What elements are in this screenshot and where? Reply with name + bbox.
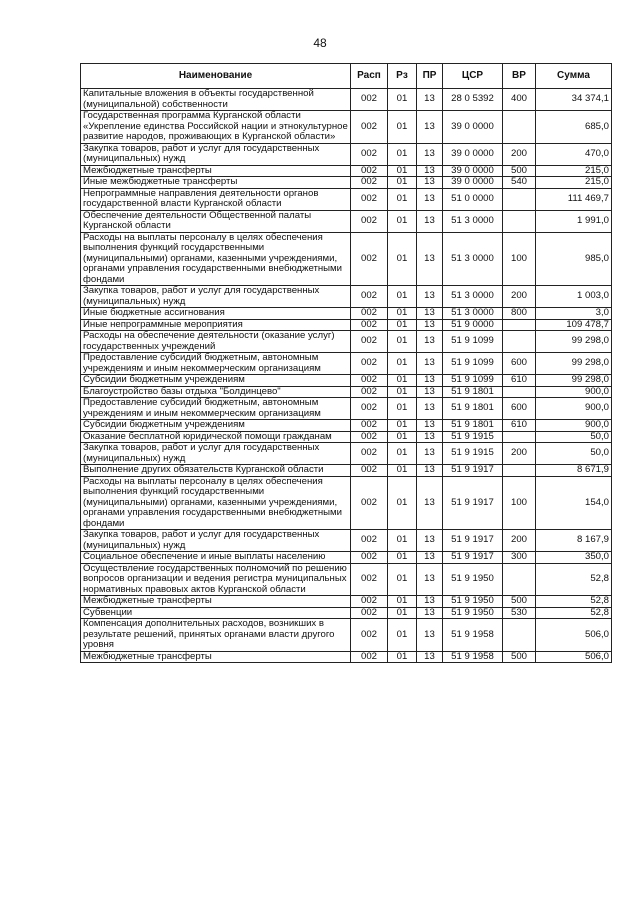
table-row bbox=[81, 188, 612, 210]
cell-pr: 13 bbox=[417, 607, 443, 619]
cell-rasp: 002 bbox=[351, 232, 388, 286]
cell-vr bbox=[503, 465, 536, 477]
cell-csr: 51 9 1917 bbox=[443, 552, 503, 564]
cell-csr: 51 9 1099 bbox=[443, 331, 503, 353]
cell-vr bbox=[503, 319, 536, 331]
cell-vr: 600 bbox=[503, 353, 536, 375]
cell-csr: 51 9 1950 bbox=[443, 563, 503, 596]
cell-sum: 3,0 bbox=[536, 308, 612, 320]
cell-vr bbox=[503, 111, 536, 144]
cell-name: Расходы на выплаты персоналу в целях обеспечения выполнения функций государственными (муниципальными) органами, казенными учреждениями, органами управления государственными внебюджетными фондами bbox=[81, 232, 351, 286]
cell-pr: 13 bbox=[417, 476, 443, 530]
cell-name: Межбюджетные трансферты bbox=[81, 165, 351, 177]
cell-rz: 01 bbox=[388, 563, 417, 596]
cell-csr: 51 9 1958 bbox=[443, 619, 503, 652]
cell-pr: 13 bbox=[417, 431, 443, 443]
cell-vr: 400 bbox=[503, 89, 536, 111]
cell-name: Социальное обеспечение и иные выплаты населению bbox=[81, 552, 351, 564]
cell-name: Компенсация дополнительных расходов, возникших в результате решений, принятых органами власти другого уровня bbox=[81, 619, 351, 652]
cell-name: Обеспечение деятельности Общественной палаты Курганской области bbox=[81, 210, 351, 232]
cell-name: Осуществление государственных полномочий по решению вопросов организации и ведения регистра муниципальных нормативных правовых актов Курганской области bbox=[81, 563, 351, 596]
cell-rz: 01 bbox=[388, 420, 417, 432]
cell-name: Выполнение других обязательств Курганской области bbox=[81, 465, 351, 477]
cell-rz: 01 bbox=[388, 465, 417, 477]
cell-csr: 51 9 1915 bbox=[443, 443, 503, 465]
table-row bbox=[81, 398, 612, 420]
table-row bbox=[81, 308, 612, 320]
cell-vr: 200 bbox=[503, 286, 536, 308]
cell-pr: 13 bbox=[417, 210, 443, 232]
cell-name: Субвенции bbox=[81, 607, 351, 619]
cell-sum: 52,8 bbox=[536, 607, 612, 619]
cell-vr: 530 bbox=[503, 607, 536, 619]
cell-rz: 01 bbox=[388, 386, 417, 398]
table-body bbox=[81, 89, 612, 663]
cell-rz: 01 bbox=[388, 476, 417, 530]
cell-vr: 610 bbox=[503, 375, 536, 387]
cell-csr: 51 3 0000 bbox=[443, 210, 503, 232]
cell-name: Межбюджетные трансферты bbox=[81, 596, 351, 608]
cell-csr: 51 3 0000 bbox=[443, 232, 503, 286]
cell-pr: 13 bbox=[417, 596, 443, 608]
cell-rasp: 002 bbox=[351, 308, 388, 320]
header-rz: Рз bbox=[388, 64, 417, 89]
cell-pr: 13 bbox=[417, 111, 443, 144]
cell-sum: 1 991,0 bbox=[536, 210, 612, 232]
cell-name: Закупка товаров, работ и услуг для государственных (муниципальных) нужд bbox=[81, 443, 351, 465]
cell-pr: 13 bbox=[417, 165, 443, 177]
table-row bbox=[81, 319, 612, 331]
cell-csr: 51 9 1801 bbox=[443, 398, 503, 420]
table-row bbox=[81, 232, 612, 286]
cell-pr: 13 bbox=[417, 286, 443, 308]
cell-pr: 13 bbox=[417, 331, 443, 353]
table-row bbox=[81, 89, 612, 111]
cell-rasp: 002 bbox=[351, 210, 388, 232]
cell-rz: 01 bbox=[388, 308, 417, 320]
cell-rz: 01 bbox=[388, 552, 417, 564]
cell-rz: 01 bbox=[388, 651, 417, 663]
table-row bbox=[81, 286, 612, 308]
cell-name: Оказание бесплатной юридической помощи гражданам bbox=[81, 431, 351, 443]
cell-rasp: 002 bbox=[351, 607, 388, 619]
cell-name: Расходы на обеспечение деятельности (оказание услуг) государственных учреждений bbox=[81, 331, 351, 353]
cell-rz: 01 bbox=[388, 232, 417, 286]
cell-sum: 99 298,0 bbox=[536, 353, 612, 375]
cell-rz: 01 bbox=[388, 431, 417, 443]
cell-sum: 900,0 bbox=[536, 386, 612, 398]
cell-sum: 985,0 bbox=[536, 232, 612, 286]
cell-rz: 01 bbox=[388, 596, 417, 608]
cell-csr: 51 3 0000 bbox=[443, 308, 503, 320]
cell-pr: 13 bbox=[417, 89, 443, 111]
cell-rz: 01 bbox=[388, 319, 417, 331]
cell-csr: 51 9 0000 bbox=[443, 319, 503, 331]
table-row bbox=[81, 375, 612, 387]
table-row bbox=[81, 476, 612, 530]
cell-csr: 51 9 1801 bbox=[443, 420, 503, 432]
cell-rasp: 002 bbox=[351, 530, 388, 552]
cell-name: Иные межбюджетные трансферты bbox=[81, 177, 351, 189]
table-row bbox=[81, 596, 612, 608]
cell-sum: 111 469,7 bbox=[536, 188, 612, 210]
cell-pr: 13 bbox=[417, 398, 443, 420]
cell-pr: 13 bbox=[417, 386, 443, 398]
table-row bbox=[81, 443, 612, 465]
table-row bbox=[81, 111, 612, 144]
cell-pr: 13 bbox=[417, 563, 443, 596]
cell-vr: 610 bbox=[503, 420, 536, 432]
cell-name: Непрограммные направления деятельности органов государственной власти Курганской области bbox=[81, 188, 351, 210]
table-row bbox=[81, 465, 612, 477]
cell-rasp: 002 bbox=[351, 331, 388, 353]
cell-csr: 51 9 1950 bbox=[443, 607, 503, 619]
cell-sum: 154,0 bbox=[536, 476, 612, 530]
cell-csr: 51 3 0000 bbox=[443, 286, 503, 308]
cell-rz: 01 bbox=[388, 111, 417, 144]
cell-pr: 13 bbox=[417, 308, 443, 320]
cell-sum: 99 298,0 bbox=[536, 331, 612, 353]
cell-rasp: 002 bbox=[351, 443, 388, 465]
cell-vr bbox=[503, 619, 536, 652]
cell-rz: 01 bbox=[388, 177, 417, 189]
cell-csr: 51 9 1099 bbox=[443, 375, 503, 387]
cell-pr: 13 bbox=[417, 177, 443, 189]
cell-rasp: 002 bbox=[351, 596, 388, 608]
cell-rz: 01 bbox=[388, 188, 417, 210]
cell-vr: 100 bbox=[503, 232, 536, 286]
cell-pr: 13 bbox=[417, 651, 443, 663]
cell-sum: 685,0 bbox=[536, 111, 612, 144]
cell-vr bbox=[503, 563, 536, 596]
cell-rz: 01 bbox=[388, 286, 417, 308]
cell-vr: 200 bbox=[503, 530, 536, 552]
cell-sum: 1 003,0 bbox=[536, 286, 612, 308]
cell-vr: 300 bbox=[503, 552, 536, 564]
table-header-row bbox=[81, 64, 612, 89]
cell-csr: 51 9 1917 bbox=[443, 530, 503, 552]
cell-rasp: 002 bbox=[351, 286, 388, 308]
cell-rz: 01 bbox=[388, 165, 417, 177]
header-sum: Сумма bbox=[536, 64, 612, 89]
cell-rasp: 002 bbox=[351, 375, 388, 387]
cell-sum: 215,0 bbox=[536, 165, 612, 177]
header-rasp: Расп bbox=[351, 64, 388, 89]
cell-vr: 800 bbox=[503, 308, 536, 320]
cell-name: Закупка товаров, работ и услуг для государственных (муниципальных) нужд bbox=[81, 286, 351, 308]
cell-name: Государственная программа Курганской области «Укрепление единства Российской нации и этнокультурное развитие народов, проживающих в Курганской области» bbox=[81, 111, 351, 144]
table-row bbox=[81, 353, 612, 375]
table-row bbox=[81, 143, 612, 165]
cell-csr: 51 9 1950 bbox=[443, 596, 503, 608]
cell-csr: 51 9 1917 bbox=[443, 476, 503, 530]
cell-pr: 13 bbox=[417, 143, 443, 165]
cell-name: Иные бюджетные ассигнования bbox=[81, 308, 351, 320]
table-row bbox=[81, 563, 612, 596]
cell-csr: 51 9 1917 bbox=[443, 465, 503, 477]
cell-csr: 51 9 1099 bbox=[443, 353, 503, 375]
cell-rz: 01 bbox=[388, 353, 417, 375]
table-row bbox=[81, 420, 612, 432]
cell-sum: 350,0 bbox=[536, 552, 612, 564]
table-row bbox=[81, 165, 612, 177]
cell-pr: 13 bbox=[417, 188, 443, 210]
cell-csr: 51 9 1801 bbox=[443, 386, 503, 398]
cell-sum: 215,0 bbox=[536, 177, 612, 189]
cell-rasp: 002 bbox=[351, 398, 388, 420]
cell-sum: 50,0 bbox=[536, 431, 612, 443]
cell-pr: 13 bbox=[417, 319, 443, 331]
cell-pr: 13 bbox=[417, 353, 443, 375]
header-csr: ЦСР bbox=[443, 64, 503, 89]
cell-rz: 01 bbox=[388, 398, 417, 420]
table-row bbox=[81, 619, 612, 652]
cell-vr: 500 bbox=[503, 651, 536, 663]
cell-rasp: 002 bbox=[351, 476, 388, 530]
cell-sum: 50,0 bbox=[536, 443, 612, 465]
header-name: Наименование bbox=[81, 64, 351, 89]
cell-rasp: 002 bbox=[351, 165, 388, 177]
cell-csr: 39 0 0000 bbox=[443, 165, 503, 177]
cell-rasp: 002 bbox=[351, 111, 388, 144]
cell-pr: 13 bbox=[417, 232, 443, 286]
cell-rasp: 002 bbox=[351, 651, 388, 663]
cell-pr: 13 bbox=[417, 552, 443, 564]
cell-rz: 01 bbox=[388, 143, 417, 165]
cell-name: Предоставление субсидий бюджетным, автономным учреждениям и иным некоммерческим организациям bbox=[81, 353, 351, 375]
cell-vr bbox=[503, 210, 536, 232]
cell-sum: 52,8 bbox=[536, 596, 612, 608]
cell-pr: 13 bbox=[417, 420, 443, 432]
budget-table bbox=[80, 63, 612, 663]
cell-name: Благоустройство базы отдыха "Болдинцево" bbox=[81, 386, 351, 398]
cell-rasp: 002 bbox=[351, 177, 388, 189]
cell-rasp: 002 bbox=[351, 619, 388, 652]
cell-rz: 01 bbox=[388, 530, 417, 552]
cell-rz: 01 bbox=[388, 89, 417, 111]
cell-rasp: 002 bbox=[351, 465, 388, 477]
cell-sum: 8 167,9 bbox=[536, 530, 612, 552]
cell-name: Субсидии бюджетным учреждениям bbox=[81, 375, 351, 387]
cell-vr: 200 bbox=[503, 143, 536, 165]
cell-sum: 506,0 bbox=[536, 651, 612, 663]
cell-vr: 200 bbox=[503, 443, 536, 465]
header-pr: ПР bbox=[417, 64, 443, 89]
cell-vr: 500 bbox=[503, 165, 536, 177]
table-row bbox=[81, 431, 612, 443]
cell-rasp: 002 bbox=[351, 386, 388, 398]
table-row bbox=[81, 530, 612, 552]
cell-csr: 51 9 1958 bbox=[443, 651, 503, 663]
cell-vr: 540 bbox=[503, 177, 536, 189]
cell-name: Закупка товаров, работ и услуг для государственных (муниципальных) нужд bbox=[81, 143, 351, 165]
table-row bbox=[81, 177, 612, 189]
cell-vr bbox=[503, 386, 536, 398]
cell-sum: 470,0 bbox=[536, 143, 612, 165]
cell-sum: 52,8 bbox=[536, 563, 612, 596]
cell-rasp: 002 bbox=[351, 188, 388, 210]
cell-rasp: 002 bbox=[351, 143, 388, 165]
cell-pr: 13 bbox=[417, 375, 443, 387]
cell-csr: 51 0 0000 bbox=[443, 188, 503, 210]
page-number: 48 bbox=[313, 36, 327, 50]
cell-sum: 900,0 bbox=[536, 420, 612, 432]
cell-rz: 01 bbox=[388, 331, 417, 353]
cell-rz: 01 bbox=[388, 443, 417, 465]
cell-name: Иные непрограммные мероприятия bbox=[81, 319, 351, 331]
cell-name: Капитальные вложения в объекты государственной (муниципальной) собственности bbox=[81, 89, 351, 111]
cell-csr: 39 0 0000 bbox=[443, 143, 503, 165]
cell-vr bbox=[503, 431, 536, 443]
cell-vr bbox=[503, 331, 536, 353]
cell-name: Расходы на выплаты персоналу в целях обеспечения выполнения функций государственными (муниципальными) органами, казенными учреждениями, органами управления государственными внебюджетными фондами bbox=[81, 476, 351, 530]
cell-rz: 01 bbox=[388, 375, 417, 387]
table-row bbox=[81, 607, 612, 619]
cell-csr: 39 0 0000 bbox=[443, 111, 503, 144]
cell-sum: 900,0 bbox=[536, 398, 612, 420]
header-vr: ВР bbox=[503, 64, 536, 89]
cell-rz: 01 bbox=[388, 619, 417, 652]
cell-pr: 13 bbox=[417, 530, 443, 552]
cell-sum: 8 671,9 bbox=[536, 465, 612, 477]
cell-vr bbox=[503, 188, 536, 210]
cell-sum: 99 298,0 bbox=[536, 375, 612, 387]
cell-name: Предоставление субсидий бюджетным, автономным учреждениям и иным некоммерческим организациям bbox=[81, 398, 351, 420]
cell-sum: 506,0 bbox=[536, 619, 612, 652]
cell-name: Межбюджетные трансферты bbox=[81, 651, 351, 663]
cell-sum: 34 374,1 bbox=[536, 89, 612, 111]
cell-csr: 28 0 5392 bbox=[443, 89, 503, 111]
cell-name: Закупка товаров, работ и услуг для государственных (муниципальных) нужд bbox=[81, 530, 351, 552]
cell-vr: 500 bbox=[503, 596, 536, 608]
cell-rz: 01 bbox=[388, 210, 417, 232]
cell-name: Субсидии бюджетным учреждениям bbox=[81, 420, 351, 432]
table-row bbox=[81, 210, 612, 232]
cell-rasp: 002 bbox=[351, 319, 388, 331]
cell-rasp: 002 bbox=[351, 353, 388, 375]
cell-csr: 51 9 1915 bbox=[443, 431, 503, 443]
table-row bbox=[81, 386, 612, 398]
cell-csr: 39 0 0000 bbox=[443, 177, 503, 189]
cell-rz: 01 bbox=[388, 607, 417, 619]
cell-pr: 13 bbox=[417, 443, 443, 465]
cell-rasp: 002 bbox=[351, 89, 388, 111]
cell-rasp: 002 bbox=[351, 563, 388, 596]
cell-sum: 109 478,7 bbox=[536, 319, 612, 331]
cell-pr: 13 bbox=[417, 465, 443, 477]
table-row bbox=[81, 552, 612, 564]
cell-pr: 13 bbox=[417, 619, 443, 652]
cell-vr: 100 bbox=[503, 476, 536, 530]
cell-rasp: 002 bbox=[351, 420, 388, 432]
cell-rasp: 002 bbox=[351, 552, 388, 564]
cell-rasp: 002 bbox=[351, 431, 388, 443]
table-row bbox=[81, 651, 612, 663]
table-row bbox=[81, 331, 612, 353]
cell-vr: 600 bbox=[503, 398, 536, 420]
